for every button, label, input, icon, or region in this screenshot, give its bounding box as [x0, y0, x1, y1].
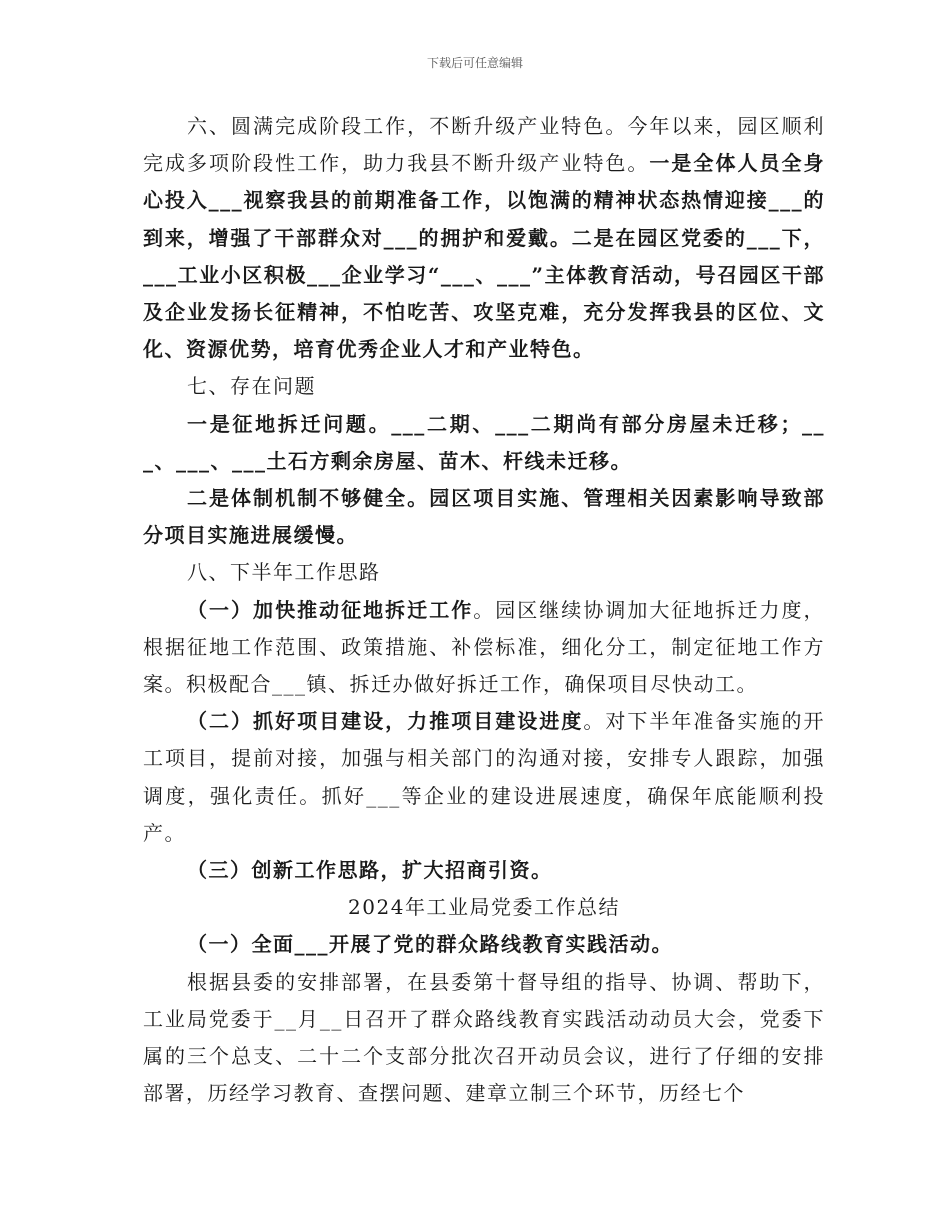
- item-body: 。对下半年准备实施的开工项目，提前对接，加强与相关部门的沟通对接，安排专人跟踪，加强调度，强化责任。抓好___等企业的建设进展速度，确保年底能顺利投产。: [143, 709, 826, 845]
- section-heading-second-half: 八、下半年工作思路: [187, 560, 381, 585]
- item-heading: （一）加快推动征地拆迁工作: [187, 597, 474, 622]
- paragraph-stage-work: [143, 108, 825, 368]
- paragraph-lead-text: 六、圆满完成阶段工作，不断升级产业特色。今年以来，园区顺利完成多项阶段性工作，助力我县不断升级产业特色。: [143, 114, 825, 176]
- paragraph-bold-text: 一是全体人员全身心投入___视察我县的前期准备工作，以饱满的精神状态热情迎接___的到来，增强了干部群众对___的拥护和爱戴。二是在园区党委的___下，___工业小区积极___企业学习“___、___”主体教育活动，号召园区干部及企业发扬长征精神，不怕吃苦、攻坚克难，充分发挥我县的区位、文化、资源优势，培育优秀企业人才和产业特色。: [143, 151, 826, 362]
- item-body: 。园区继续协调加大征地拆迁力度，根据征地工作范围、政策措施、补偿标准，细化分工，制定征地工作方案。积极配合___镇、拆迁办做好拆迁工作，确保项目尽快动工。: [143, 597, 826, 697]
- document-body: [143, 108, 825, 1112]
- header-note: 下载后可任意编辑: [426, 56, 523, 70]
- paragraph-system-mechanism: 二是体制机制不够健全。园区项目实施、管理相关因素影响导致部分项目实施进展缓慢。: [143, 486, 825, 548]
- paragraph-body-text: 根据县委的安排部署，在县委第十督导组的指导、协调、帮助下，工业局党委于__月__日召开了群众路线教育实践活动动员大会，党委下属的三个总支、二十二个支部分批次召开动员会议，进行了仔细的安排部署，历经学习教育、查摆问题、建章立制三个环节，历经七个: [143, 969, 825, 1106]
- section-heading-problems: 七、存在问题: [187, 374, 316, 399]
- paragraph-item-three: （三）创新工作思路，扩大招商引资。: [187, 858, 553, 883]
- item-heading: （二）抓好项目建设，力推项目建设进度: [187, 709, 584, 734]
- paragraph-item-one: [143, 592, 825, 704]
- paragraph-section-one: （一）全面___开展了党的群众路线教育实践活动。: [187, 932, 673, 957]
- paragraph-item-two: [143, 703, 825, 852]
- document-title: 2024年工业局党委工作总结: [348, 895, 620, 920]
- paragraph-land-acquisition: 一是征地拆迁问题。___二期、___二期尚有部分房屋未迁移；___、___、___土石方剩余房屋、苗木、杆线未迁移。: [143, 411, 825, 473]
